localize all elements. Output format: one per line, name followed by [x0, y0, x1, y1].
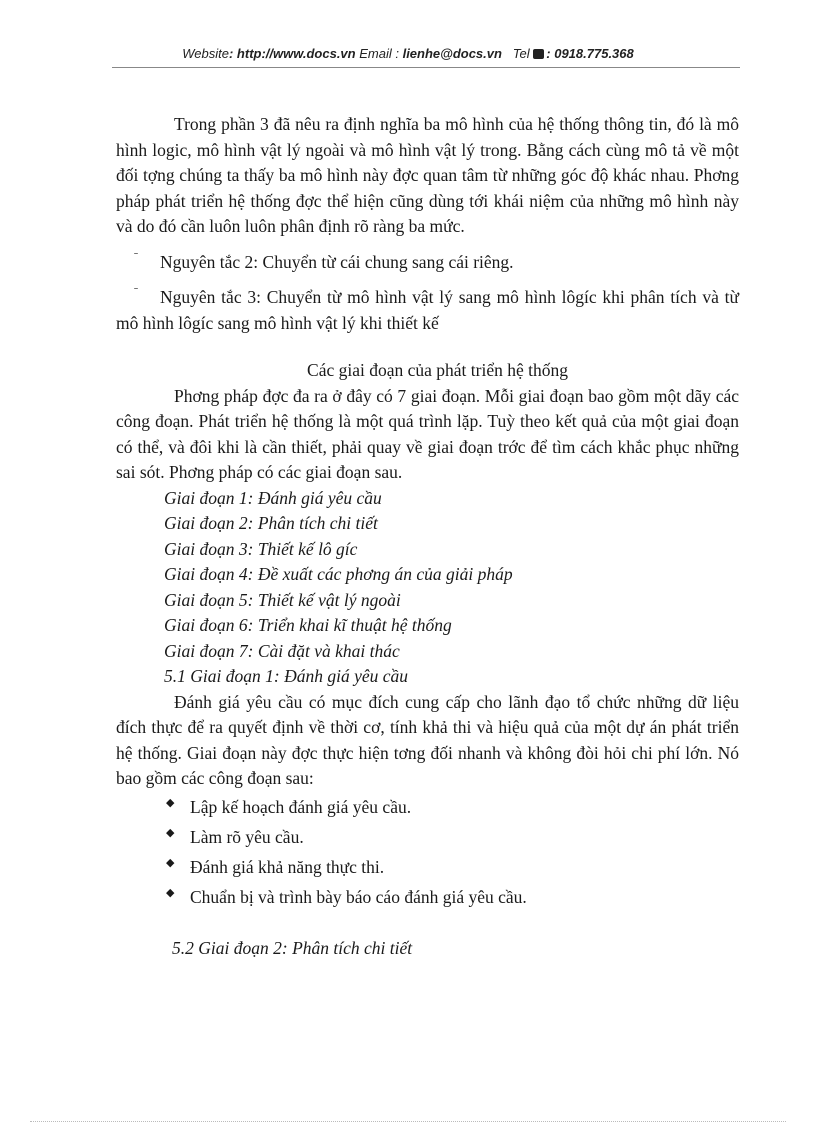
stage-item: Giai đoạn 2: Phân tích chi tiết — [164, 513, 378, 533]
header-divider — [112, 67, 740, 68]
footer-divider — [30, 1121, 786, 1122]
stage-item: Giai đoạn 5: Thiết kế vật lý ngoài — [164, 589, 401, 610]
step-list-item — [116, 792, 739, 822]
stage-item: Giai đoạn 1: Đánh giá yêu cầu — [164, 487, 382, 508]
stages-title: Các giai đoạn của phát triển hệ thống — [307, 360, 568, 380]
diamond-bullet-icon: ◆ — [166, 796, 175, 809]
page-header — [0, 46, 816, 61]
diamond-bullet-icon: ◆ — [166, 856, 175, 869]
email-label: Email : — [355, 46, 403, 61]
section-5-1-title: 5.1 Giai đoạn 1: Đánh giá yêu cầu — [164, 666, 408, 686]
step-list-item — [116, 822, 739, 852]
section-5-1-paragraph: Đánh giá yêu cầu có mục đích cung cấp cho lãnh đạo tổ chức những dữ liệu đích thực để ra quyết định về thời cơ, tính khả thi và hiệu quả của một dự án phát triển hệ thống. Giai đoạn này đợc thực hiện tơng đối nhanh và không đòi hỏi chi phí lớn. Nó bao gồm các công đoạn sau: — [116, 691, 739, 788]
dash-bullet-icon: ˉ — [134, 284, 138, 298]
telephone-icon — [533, 49, 544, 59]
stage-item: Giai đoạn 6: Triển khai kĩ thuật hệ thống — [164, 615, 452, 635]
website-value: : http://www.docs.vn — [228, 46, 356, 61]
principle-2-text: Nguyên tắc 2: Chuyển từ cái chung sang cái riêng. — [160, 251, 514, 272]
step-text: Làm rõ yêu cầu. — [190, 826, 304, 847]
intro-paragraph: Trong phần 3 đã nêu ra định nghĩa ba mô hình của hệ thống thông tin, đó là mô hình logic, mô hình vật lý ngoài và mô hình vật lý trong. Bằng cách cùng mô tả về một đối tợng chúng ta thấy ba mô hình này đợc quan tâm từ những góc độ khác nhau. Phơng pháp phát triển hệ thống đợc thể hiện cũng dùng tới khái niệm của những mô hình này và do đó cần luôn luôn phân định rõ ràng ba mức. — [116, 114, 739, 236]
diamond-bullet-icon: ◆ — [166, 826, 175, 839]
principle-2-item — [116, 250, 739, 276]
email-value: lienhe@docs.vn — [402, 46, 502, 61]
principle-3-text: Nguyên tắc 3: Chuyển từ mô hình vật lý sang mô hình lôgíc khi phân tích và từ mô hình lôgíc sang mô hình vật lý khi thiết kế — [116, 287, 739, 333]
step-text: Đánh giá khả năng thực thi. — [190, 856, 385, 877]
principle-3-item — [116, 285, 739, 336]
document-body — [116, 112, 739, 961]
stages-intro-paragraph: Phơng pháp đợc đa ra ở đây có 7 giai đoạn. Mỗi giai đoạn bao gồm một dãy các công đoạn. Phát triển hệ thống là một quá trình lặp. Tuỳ theo kết quả của một giai đoạn có thể, và đôi khi là cần thiết, phải quay về giai đoạn trớc để tìm cách khắc phục những sai sót. Phơng pháp có các giai đoạn sau. — [116, 385, 739, 482]
section-5-2-title: 5.2 Giai đoạn 2: Phân tích chi tiết — [172, 937, 413, 958]
stage-item: Giai đoạn 4: Đề xuất các phơng án của giải pháp — [164, 564, 513, 584]
step-text: Lập kế hoạch đánh giá yêu cầu. — [190, 796, 412, 817]
stage-item: Giai đoạn 7: Cài đặt và khai thác — [164, 640, 400, 661]
step-text: Chuẩn bị và trình bày báo cáo đánh giá yêu cầu. — [190, 886, 527, 907]
website-label: Website — [182, 46, 229, 61]
diamond-bullet-icon: ◆ — [166, 886, 175, 899]
dash-bullet-icon: ˉ — [134, 248, 138, 263]
step-list-item — [116, 882, 739, 912]
stage-item: Giai đoạn 3: Thiết kế lô gíc — [164, 538, 358, 559]
step-list-item — [116, 852, 739, 882]
tel-value: : 0918.775.368 — [546, 46, 634, 61]
tel-label: Tel — [501, 46, 534, 61]
